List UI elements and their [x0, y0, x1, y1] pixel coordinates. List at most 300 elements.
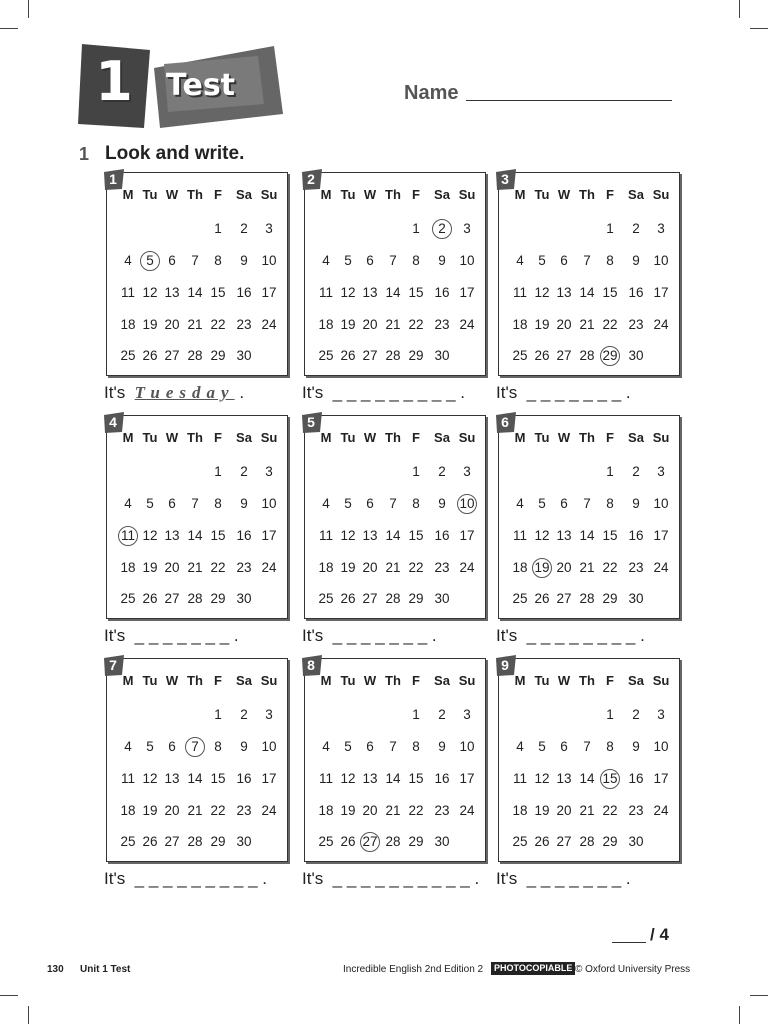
calendar-date: 11	[318, 528, 334, 543]
calendar-date: 3	[657, 221, 665, 236]
answer-suffix: .	[474, 869, 480, 888]
calendar-date: 9	[240, 253, 248, 268]
calendar-date: 22	[210, 560, 226, 575]
calendar-date: 12	[142, 528, 158, 543]
calendar-date: 14	[579, 528, 595, 543]
calendar-date: 8	[412, 739, 420, 754]
calendar-date: 3	[265, 221, 273, 236]
calendar-date: 5	[538, 496, 546, 511]
calendar-date: 5	[146, 739, 154, 754]
day-header: Th	[385, 430, 401, 445]
day-header: F	[606, 187, 614, 202]
book-title: Incredible English 2nd Edition 2	[343, 964, 484, 975]
calendar-date: 25	[120, 348, 136, 363]
calendar-date: 23	[434, 560, 450, 575]
calendar-date: 22	[602, 560, 618, 575]
answer-blank[interactable]: _ _ _ _ _ _ _	[526, 869, 622, 888]
calendar-date: 1	[214, 221, 222, 236]
calendar-date: 18	[318, 560, 334, 575]
answer-prefix: It's	[302, 869, 324, 888]
answer-line-6[interactable]	[496, 625, 645, 647]
calendar-date: 23	[628, 803, 644, 818]
calendar-date: 12	[340, 771, 356, 786]
answer-blank[interactable]: _ _ _ _ _ _ _ _	[526, 626, 636, 645]
circled-date-marker	[432, 219, 452, 239]
calendar-date: 5	[344, 496, 352, 511]
calendar-date: 21	[385, 803, 401, 818]
calendar-date: 28	[187, 834, 203, 849]
calendar-date: 26	[534, 834, 550, 849]
name-field[interactable]	[466, 100, 672, 101]
day-header: M	[514, 430, 526, 445]
calendar-date: 9	[438, 496, 446, 511]
calendar-date: 26	[142, 591, 158, 606]
calendar-date: 10	[459, 253, 475, 268]
calendar-date: 15	[408, 285, 424, 300]
calendar-date: 23	[434, 317, 450, 332]
day-header: M	[514, 673, 526, 688]
calendar-date: 1	[214, 464, 222, 479]
calendar-date: 27	[362, 348, 378, 363]
calendar-date: 24	[653, 803, 669, 818]
calendar-date: 30	[236, 591, 252, 606]
calendar-date: 12	[534, 528, 550, 543]
calendar-date: 14	[385, 528, 401, 543]
unit-number: 1	[95, 50, 133, 113]
calendar-date: 26	[142, 834, 158, 849]
circled-date-marker	[185, 737, 205, 757]
calendar-date: 15	[210, 285, 226, 300]
calendar-date: 13	[164, 285, 180, 300]
calendar-date: 16	[628, 528, 644, 543]
calendar-date: 24	[261, 560, 277, 575]
calendar-date: 18	[512, 317, 528, 332]
calendar-5	[304, 415, 486, 619]
calendar-date: 27	[362, 834, 378, 849]
day-header: M	[514, 187, 526, 202]
calendar-date: 26	[340, 591, 356, 606]
calendar-date: 17	[653, 528, 669, 543]
calendar-date: 6	[366, 496, 374, 511]
calendar-date: 25	[318, 591, 334, 606]
calendar-date: 17	[459, 528, 475, 543]
day-header: Tu	[142, 430, 158, 445]
calendar-date: 20	[556, 560, 572, 575]
calendar-date: 11	[120, 771, 136, 786]
calendar-date: 14	[187, 528, 203, 543]
circled-date-marker	[600, 769, 620, 789]
day-header: Sa	[434, 187, 450, 202]
calendar-date: 23	[236, 803, 252, 818]
calendar-date: 2	[632, 707, 640, 722]
calendar-date: 19	[142, 803, 158, 818]
calendar-date: 9	[240, 496, 248, 511]
page-number: 130	[47, 964, 64, 975]
calendar-date: 16	[434, 771, 450, 786]
day-header: F	[412, 673, 420, 688]
day-header: W	[165, 187, 179, 202]
day-header: W	[165, 430, 179, 445]
calendar-date: 10	[261, 739, 277, 754]
calendar-date: 14	[579, 285, 595, 300]
calendar-date: 2	[438, 221, 446, 236]
calendar-date: 30	[434, 348, 450, 363]
calendar-date: 19	[340, 803, 356, 818]
calendar-date: 11	[120, 285, 136, 300]
calendar-date: 23	[628, 317, 644, 332]
calendar-date: 22	[602, 317, 618, 332]
calendar-date: 21	[579, 317, 595, 332]
crop-mark	[750, 28, 768, 29]
calendar-date: 26	[142, 348, 158, 363]
calendar-date: 8	[606, 253, 614, 268]
calendar-date: 24	[261, 803, 277, 818]
day-header: F	[214, 430, 222, 445]
answer-line-1[interactable]	[104, 382, 244, 404]
calendar-date: 25	[120, 591, 136, 606]
score-field[interactable]	[612, 942, 646, 943]
calendar-date: 21	[187, 560, 203, 575]
calendar-date: 3	[657, 707, 665, 722]
calendar-date: 15	[408, 528, 424, 543]
calendar-date: 27	[556, 348, 572, 363]
calendar-date: 17	[261, 285, 277, 300]
day-header: Th	[187, 673, 203, 688]
answer-prefix: It's	[104, 626, 126, 645]
calendar-date: 3	[463, 707, 471, 722]
day-header: Tu	[534, 187, 550, 202]
calendar-date: 27	[164, 348, 180, 363]
answer-suffix: .	[625, 869, 631, 888]
calendar-date: 17	[653, 771, 669, 786]
calendar-date: 27	[164, 591, 180, 606]
calendar-date: 4	[124, 496, 132, 511]
day-header: Tu	[534, 673, 550, 688]
calendar-date: 7	[191, 739, 199, 754]
calendar-date: 7	[583, 739, 591, 754]
day-header: Tu	[340, 187, 356, 202]
calendar-4	[106, 415, 288, 619]
calendar-date: 2	[240, 707, 248, 722]
calendar-date: 22	[408, 317, 424, 332]
calendar-date: 28	[187, 591, 203, 606]
calendar-date: 9	[438, 253, 446, 268]
answer-line-5[interactable]	[302, 625, 437, 647]
day-header: Su	[652, 673, 670, 688]
exercise-number: 2	[307, 171, 315, 187]
calendar-date: 14	[385, 285, 401, 300]
crop-mark	[750, 995, 768, 996]
calendar-date: 27	[556, 834, 572, 849]
calendar-date: 18	[120, 560, 136, 575]
calendar-date: 24	[261, 317, 277, 332]
calendar-date: 14	[385, 771, 401, 786]
calendar-date: 28	[187, 348, 203, 363]
exercise-number: 5	[307, 414, 315, 430]
calendar-date: 30	[434, 834, 450, 849]
calendar-date: 1	[412, 464, 420, 479]
calendar-7	[106, 658, 288, 862]
calendar-date: 10	[653, 253, 669, 268]
calendar-date: 26	[534, 348, 550, 363]
calendar-date: 15	[408, 771, 424, 786]
day-header: W	[557, 673, 571, 688]
answer-suffix: .	[239, 383, 245, 402]
answer-line-7[interactable]	[104, 868, 267, 890]
calendar-date: 25	[120, 834, 136, 849]
calendar-date: 2	[632, 464, 640, 479]
calendar-date: 14	[187, 771, 203, 786]
calendar-date: 8	[214, 496, 222, 511]
calendar-8	[304, 658, 486, 862]
calendar-date: 30	[628, 834, 644, 849]
calendar-date: 29	[602, 348, 618, 363]
calendar-date: 25	[512, 834, 528, 849]
calendar-date: 25	[318, 348, 334, 363]
calendar-date: 8	[606, 496, 614, 511]
calendar-date: 2	[632, 221, 640, 236]
calendar-date: 19	[340, 560, 356, 575]
day-header: Su	[458, 187, 476, 202]
calendar-date: 6	[366, 253, 374, 268]
calendar-date: 20	[164, 803, 180, 818]
day-header: Tu	[340, 673, 356, 688]
test-title: Test	[166, 68, 236, 103]
calendar-date: 1	[606, 221, 614, 236]
calendar-date: 29	[210, 834, 226, 849]
day-header: Th	[579, 187, 595, 202]
day-header: Th	[385, 187, 401, 202]
calendar-date: 25	[512, 348, 528, 363]
calendar-date: 3	[463, 464, 471, 479]
calendar-date: 21	[385, 560, 401, 575]
calendar-date: 17	[459, 771, 475, 786]
calendar-date: 6	[560, 496, 568, 511]
day-header: F	[606, 430, 614, 445]
calendar-date: 20	[556, 803, 572, 818]
day-header: Tu	[142, 673, 158, 688]
calendar-date: 1	[412, 221, 420, 236]
calendar-date: 11	[120, 528, 136, 543]
calendar-date: 19	[534, 317, 550, 332]
day-header: F	[214, 673, 222, 688]
calendar-date: 21	[187, 317, 203, 332]
calendar-date: 15	[602, 285, 618, 300]
crop-mark	[739, 1006, 740, 1024]
answer-suffix: .	[431, 626, 437, 645]
calendar-date: 3	[463, 221, 471, 236]
calendar-date: 29	[602, 834, 618, 849]
answer-suffix: .	[460, 383, 466, 402]
calendar-date: 24	[459, 317, 475, 332]
calendar-date: 8	[214, 253, 222, 268]
answer-prefix: It's	[496, 869, 518, 888]
answer-blank[interactable]: _ _ _ _ _ _ _ _ _ _	[332, 869, 470, 888]
exercise-number: 1	[109, 171, 117, 187]
calendar-date: 30	[628, 591, 644, 606]
calendar-date: 18	[120, 803, 136, 818]
calendar-6	[498, 415, 680, 619]
exercise-number: 8	[307, 657, 315, 673]
answer-line-2[interactable]	[302, 382, 465, 404]
calendar-date: 11	[512, 285, 528, 300]
day-header: Th	[579, 673, 595, 688]
calendar-date: 15	[602, 771, 618, 786]
calendar-date: 10	[459, 496, 475, 511]
calendar-date: 16	[434, 528, 450, 543]
answer-blank[interactable]: _ _ _ _ _ _ _	[526, 383, 622, 402]
circled-date-marker	[600, 346, 620, 366]
crop-mark	[0, 28, 18, 29]
example-answer: Tuesday	[134, 383, 235, 402]
calendar-date: 22	[408, 803, 424, 818]
calendar-date: 30	[434, 591, 450, 606]
calendar-date: 19	[340, 317, 356, 332]
calendar-date: 13	[362, 771, 378, 786]
answer-line-8[interactable]	[302, 868, 479, 890]
day-header: M	[122, 673, 134, 688]
calendar-date: 17	[653, 285, 669, 300]
answer-suffix: .	[640, 626, 645, 645]
calendar-date: 13	[164, 771, 180, 786]
calendar-date: 24	[653, 560, 669, 575]
day-header: Sa	[236, 673, 252, 688]
calendar-date: 4	[516, 253, 524, 268]
calendar-date: 9	[632, 253, 640, 268]
calendar-date: 29	[408, 591, 424, 606]
calendar-date: 6	[168, 739, 176, 754]
calendar-date: 28	[385, 348, 401, 363]
calendar-date: 16	[434, 285, 450, 300]
calendar-date: 8	[606, 739, 614, 754]
calendar-1	[106, 172, 288, 376]
day-header: F	[606, 673, 614, 688]
calendar-date: 28	[579, 834, 595, 849]
calendar-date: 12	[534, 285, 550, 300]
calendar-date: 7	[191, 496, 199, 511]
answer-prefix: It's	[496, 383, 518, 402]
calendar-date: 9	[632, 739, 640, 754]
calendar-date: 7	[389, 496, 397, 511]
answer-blank[interactable]: _ _ _ _ _ _ _	[332, 626, 428, 645]
answer-prefix: It's	[302, 383, 324, 402]
calendar-date: 29	[408, 348, 424, 363]
calendar-date: 2	[240, 221, 248, 236]
calendar-date: 16	[236, 528, 252, 543]
calendar-date: 19	[142, 317, 158, 332]
calendar-date: 7	[191, 253, 199, 268]
day-header: Sa	[628, 187, 644, 202]
calendar-date: 6	[366, 739, 374, 754]
calendar-date: 22	[210, 317, 226, 332]
calendar-date: 7	[583, 253, 591, 268]
calendar-date: 19	[534, 803, 550, 818]
calendar-date: 16	[236, 285, 252, 300]
calendar-date: 13	[362, 528, 378, 543]
calendar-date: 21	[579, 560, 595, 575]
day-header: Sa	[434, 430, 450, 445]
day-header: W	[165, 673, 179, 688]
calendar-date: 5	[344, 739, 352, 754]
answer-line-9[interactable]	[496, 868, 631, 890]
calendar-date: 16	[628, 285, 644, 300]
calendar-date: 4	[322, 739, 330, 754]
answer-suffix: .	[262, 869, 268, 888]
answer-line-4[interactable]	[104, 625, 239, 647]
exercise-number: 3	[501, 171, 509, 187]
calendar-date: 8	[214, 739, 222, 754]
day-header: W	[363, 673, 377, 688]
day-header: Sa	[434, 673, 450, 688]
calendar-date: 26	[534, 591, 550, 606]
calendar-date: 19	[534, 560, 550, 575]
calendar-date: 29	[210, 591, 226, 606]
day-header: Su	[260, 187, 278, 202]
calendar-date: 22	[602, 803, 618, 818]
day-header: Su	[260, 430, 278, 445]
calendar-date: 16	[236, 771, 252, 786]
calendar-date: 4	[516, 496, 524, 511]
unit-label: Unit 1 Test	[80, 964, 131, 975]
calendar-date: 12	[534, 771, 550, 786]
name-label: Name	[404, 82, 459, 104]
calendar-date: 16	[628, 771, 644, 786]
calendar-date: 14	[579, 771, 595, 786]
day-header: Sa	[236, 187, 252, 202]
answer-suffix: .	[625, 383, 631, 402]
circled-date-marker	[532, 558, 552, 578]
calendar-date: 11	[512, 771, 528, 786]
calendar-date: 20	[164, 560, 180, 575]
calendar-date: 8	[412, 496, 420, 511]
answer-line-3[interactable]	[496, 382, 631, 404]
calendar-date: 10	[459, 739, 475, 754]
calendar-date: 5	[146, 253, 154, 268]
calendar-date: 3	[265, 464, 273, 479]
calendar-date: 13	[556, 528, 572, 543]
answer-prefix: It's	[496, 626, 518, 645]
answer-blank[interactable]: _ _ _ _ _ _ _ _ _	[332, 383, 456, 402]
calendar-date: 4	[124, 739, 132, 754]
answer-blank[interactable]: _ _ _ _ _ _ _	[134, 626, 230, 645]
calendar-date: 15	[602, 528, 618, 543]
calendar-date: 23	[236, 317, 252, 332]
calendar-date: 15	[210, 528, 226, 543]
calendar-date: 23	[434, 803, 450, 818]
calendar-date: 7	[389, 253, 397, 268]
calendar-date: 1	[606, 707, 614, 722]
calendar-date: 27	[164, 834, 180, 849]
day-header: Th	[579, 430, 595, 445]
calendar-date: 10	[653, 496, 669, 511]
day-header: M	[122, 187, 134, 202]
calendar-date: 12	[142, 771, 158, 786]
calendar-date: 14	[187, 285, 203, 300]
day-header: Sa	[628, 430, 644, 445]
day-header: Su	[458, 673, 476, 688]
calendar-date: 9	[240, 739, 248, 754]
calendar-date: 5	[344, 253, 352, 268]
calendar-date: 24	[459, 560, 475, 575]
circled-date-marker	[360, 832, 380, 852]
crop-mark	[0, 995, 18, 996]
answer-blank[interactable]: _ _ _ _ _ _ _ _ _	[134, 869, 258, 888]
calendar-date: 6	[560, 253, 568, 268]
calendar-date: 22	[210, 803, 226, 818]
day-header: M	[320, 430, 332, 445]
calendar-date: 11	[318, 771, 334, 786]
calendar-date: 21	[579, 803, 595, 818]
